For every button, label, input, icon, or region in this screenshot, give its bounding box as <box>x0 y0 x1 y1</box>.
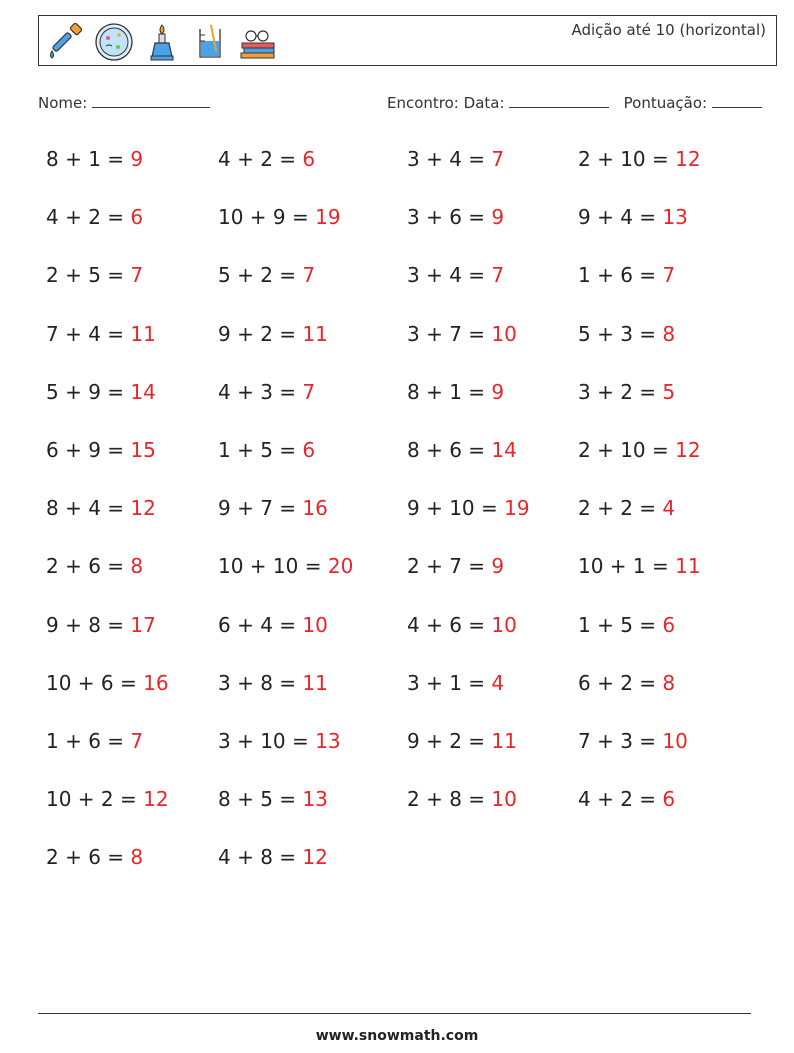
problem-question: 2 + 6 = <box>46 554 131 579</box>
problem-question: 2 + 7 = <box>407 554 492 579</box>
problem-question: 4 + 2 = <box>218 147 303 171</box>
problem-item <box>578 380 675 404</box>
problem-item <box>46 496 156 520</box>
footer-url: www.snowmath.com <box>315 1028 479 1044</box>
problem-item <box>46 613 156 637</box>
problem-answer: 4 <box>491 670 505 695</box>
problem-item <box>578 438 701 462</box>
problem-question: 2 + 8 = <box>407 787 492 812</box>
problem-answer: 6 <box>130 205 144 230</box>
problem-question: 3 + 6 = <box>407 205 492 230</box>
problem-item <box>46 205 143 229</box>
problem-item <box>578 147 701 171</box>
problem-item <box>407 205 504 229</box>
problem-answer: 5 <box>662 379 676 404</box>
problem-answer: 14 <box>491 438 517 462</box>
problem-answer: 20 <box>327 554 354 579</box>
problem-question: 4 + 2 = <box>578 787 663 812</box>
problem-question: 9 + 4 = <box>578 205 663 230</box>
petri-dish-icon <box>93 21 135 63</box>
problem-item <box>46 554 143 578</box>
problem-question: 5 + 2 = <box>218 263 303 288</box>
problem-answer: 16 <box>302 496 328 521</box>
problem-answer: 8 <box>130 554 144 579</box>
problem-answer: 10 <box>491 321 517 346</box>
date-blank[interactable] <box>509 93 609 108</box>
problem-item <box>578 554 701 578</box>
footer-divider <box>38 1013 751 1014</box>
problem-question: 10 + 1 = <box>578 554 676 579</box>
problem-question: 2 + 10 = <box>578 438 676 462</box>
problem-answer: 9 <box>130 147 144 171</box>
problem-item <box>578 263 675 287</box>
meeting-score-fields <box>387 93 762 112</box>
problem-question: 1 + 5 = <box>218 438 303 462</box>
problem-item <box>578 322 675 346</box>
name-blank[interactable] <box>92 93 210 108</box>
problem-question: 1 + 6 = <box>578 263 663 288</box>
problem-item <box>578 496 675 520</box>
problem-answer: 10 <box>302 612 328 637</box>
problem-question: 9 + 7 = <box>218 496 303 521</box>
problem-question: 10 + 2 = <box>46 787 144 812</box>
problem-answer: 7 <box>130 729 144 753</box>
problem-answer: 6 <box>302 438 316 462</box>
problem-question: 6 + 9 = <box>46 438 131 462</box>
problem-answer: 12 <box>130 496 156 521</box>
problem-answer: 7 <box>302 379 316 404</box>
problem-answer: 7 <box>491 147 505 171</box>
problem-item <box>46 845 143 869</box>
problem-item <box>218 554 353 578</box>
problem-answer: 8 <box>130 845 144 870</box>
problem-item <box>46 438 156 462</box>
problem-question: 7 + 3 = <box>578 729 663 753</box>
problem-answer: 11 <box>302 670 328 695</box>
problem-question: 9 + 8 = <box>46 612 131 637</box>
problem-item <box>407 787 517 811</box>
problem-item <box>578 613 675 637</box>
problem-answer: 12 <box>675 438 701 462</box>
problem-question: 8 + 1 = <box>407 379 492 404</box>
problem-answer: 14 <box>130 379 156 404</box>
problem-question: 10 + 6 = <box>46 670 144 695</box>
problem-answer: 8 <box>662 321 676 346</box>
problem-item <box>46 147 143 171</box>
problem-answer: 11 <box>491 729 517 753</box>
score-label: Pontuação: <box>623 94 708 112</box>
problem-answer: 12 <box>143 787 169 812</box>
icon-strip <box>45 20 279 64</box>
problem-item <box>407 496 530 520</box>
problem-question: 4 + 2 = <box>46 205 131 230</box>
worksheet-header <box>38 15 777 66</box>
problem-question: 2 + 2 = <box>578 496 663 521</box>
problem-item <box>407 438 517 462</box>
problem-item <box>407 147 504 171</box>
problem-answer: 11 <box>302 321 328 346</box>
problem-item <box>407 613 517 637</box>
problem-question: 3 + 8 = <box>218 670 303 695</box>
problem-answer: 11 <box>675 554 701 579</box>
problem-answer: 9 <box>491 379 505 404</box>
problem-question: 3 + 1 = <box>407 670 492 695</box>
problem-answer: 13 <box>302 787 328 812</box>
problem-item <box>218 438 315 462</box>
problem-item <box>46 263 143 287</box>
problem-question: 8 + 1 = <box>46 147 131 171</box>
problem-item <box>218 263 315 287</box>
problem-answer: 12 <box>302 845 328 870</box>
problem-question: 9 + 2 = <box>407 729 492 753</box>
problem-answer: 10 <box>491 787 517 812</box>
problem-question: 1 + 5 = <box>578 612 663 637</box>
problem-answer: 6 <box>302 147 316 171</box>
problem-question: 6 + 2 = <box>578 670 663 695</box>
problem-question: 9 + 10 = <box>407 496 505 521</box>
problem-answer: 9 <box>491 554 505 579</box>
problem-answer: 15 <box>130 438 156 462</box>
problem-item <box>578 671 675 695</box>
problem-question: 2 + 5 = <box>46 263 131 288</box>
problem-item <box>218 845 328 869</box>
problem-item <box>218 613 328 637</box>
problem-question: 3 + 10 = <box>218 729 316 753</box>
problem-item <box>46 380 156 404</box>
problem-answer: 7 <box>662 263 676 288</box>
problem-answer: 6 <box>662 787 676 812</box>
problem-item <box>218 787 328 811</box>
problem-answer: 10 <box>662 729 688 753</box>
problem-item <box>46 671 169 695</box>
problem-answer: 7 <box>491 263 505 288</box>
problem-item <box>46 729 143 753</box>
date-label: Data: <box>463 94 505 112</box>
problem-answer: 9 <box>491 205 505 230</box>
problem-item <box>407 380 504 404</box>
problem-answer: 17 <box>130 612 156 637</box>
problem-item <box>407 671 504 695</box>
problem-item <box>407 263 504 287</box>
problem-item <box>218 147 315 171</box>
problem-answer: 4 <box>662 496 676 521</box>
problem-answer: 16 <box>143 670 169 695</box>
problem-item <box>46 322 156 346</box>
problem-item <box>218 671 328 695</box>
problem-question: 5 + 3 = <box>578 321 663 346</box>
problem-question: 1 + 6 = <box>46 729 131 753</box>
problem-question: 4 + 8 = <box>218 845 303 870</box>
problem-item <box>46 787 169 811</box>
problem-question: 8 + 5 = <box>218 787 303 812</box>
problem-question: 3 + 2 = <box>578 379 663 404</box>
problem-item <box>578 787 675 811</box>
problem-item <box>578 205 688 229</box>
problem-answer: 13 <box>662 205 688 230</box>
problem-answer: 10 <box>491 612 517 637</box>
meeting-label: Encontro: <box>387 94 459 112</box>
bunsen-burner-icon <box>141 21 183 63</box>
problem-question: 10 + 10 = <box>218 554 328 579</box>
problem-item <box>218 322 328 346</box>
problem-item <box>218 205 341 229</box>
problem-answer: 7 <box>302 263 316 288</box>
problem-answer: 6 <box>662 612 676 637</box>
problem-item <box>407 322 517 346</box>
beaker-icon <box>189 21 231 63</box>
score-blank[interactable] <box>712 93 762 108</box>
problem-question: 3 + 4 = <box>407 147 492 171</box>
problem-item <box>407 554 504 578</box>
problem-question: 2 + 10 = <box>578 147 676 171</box>
problem-question: 8 + 4 = <box>46 496 131 521</box>
problem-question: 3 + 7 = <box>407 321 492 346</box>
problem-question: 6 + 4 = <box>218 612 303 637</box>
problem-item <box>578 729 688 753</box>
problem-question: 10 + 9 = <box>218 205 316 230</box>
problem-question: 9 + 2 = <box>218 321 303 346</box>
name-field[interactable] <box>38 93 210 112</box>
problem-answer: 8 <box>662 670 676 695</box>
problem-question: 4 + 3 = <box>218 379 303 404</box>
problem-question: 8 + 6 = <box>407 438 492 462</box>
problem-answer: 19 <box>315 205 341 230</box>
problem-item <box>218 380 315 404</box>
problem-answer: 11 <box>130 321 156 346</box>
name-label: Nome: <box>38 94 88 112</box>
problem-question: 3 + 4 = <box>407 263 492 288</box>
problem-item <box>218 729 341 753</box>
problem-answer: 12 <box>675 147 701 171</box>
problem-answer: 19 <box>504 496 530 521</box>
dropper-icon <box>45 21 87 63</box>
problem-answer: 7 <box>130 263 144 288</box>
problem-question: 5 + 9 = <box>46 379 131 404</box>
problem-item <box>218 496 328 520</box>
problem-answer: 13 <box>315 729 341 753</box>
problem-question: 4 + 6 = <box>407 612 492 637</box>
worksheet-title: Adição até 10 (horizontal) <box>571 21 766 39</box>
problem-question: 7 + 4 = <box>46 321 131 346</box>
problem-item <box>407 729 517 753</box>
books-glasses-icon <box>237 21 279 63</box>
problem-question: 2 + 6 = <box>46 845 131 870</box>
